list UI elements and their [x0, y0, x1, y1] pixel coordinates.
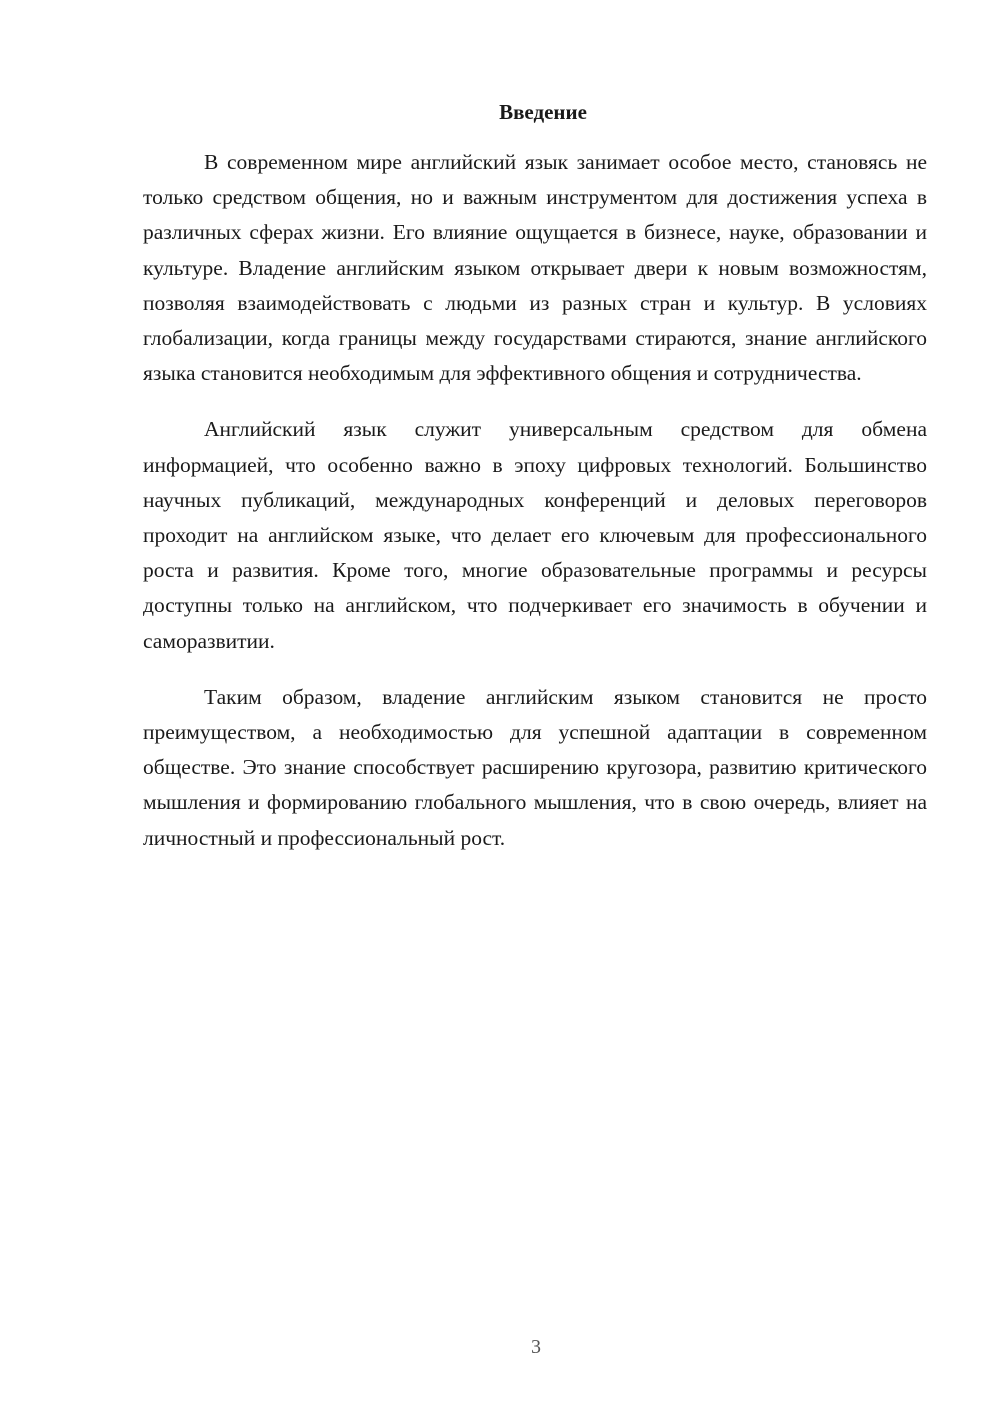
paragraph-1: В современном мире английский язык занимает особое место, становясь не только средством общения, но и важным инструментом для достижения успеха в различных сферах жизни. Его влияние ощущается в бизнесе, науке, образовании и культуре. Владение английским языком открывает двери к новым возможностям, позволяя взаимодействовать с людьми из разных стран и культур. В условиях глобализации, когда границы между государствами стираются, знание английского языка становится необходимым для эффективного общения и сотрудничества. [143, 150, 927, 386]
paragraph-3: Таким образом, владение английским языком становится не просто преимуществом, а необходимостью для успешной адаптации в современном обществе. Это знание способствует расширению кругозора, развитию критического мышления и формированию глобального мышления, что в свою очередь, влияет на личностный и профессиональный рост. [143, 684, 927, 850]
paragraph-2: Английский язык служит универсальным средством для обмена информацией, что особенно важно в эпоху цифровых технологий. Большинство научных публикаций, международных конференций и деловых переговоров проходит на английском языке, что делает его ключевым для профессионального роста и развития. Кроме того, многие образовательные программы и ресурсы доступны только на английском, что подчеркивает его значимость в обучении и саморазвитии. [143, 417, 927, 653]
page-content [143, 96, 927, 856]
section-title: Введение [499, 100, 587, 124]
page-number: 3 [531, 1336, 541, 1358]
